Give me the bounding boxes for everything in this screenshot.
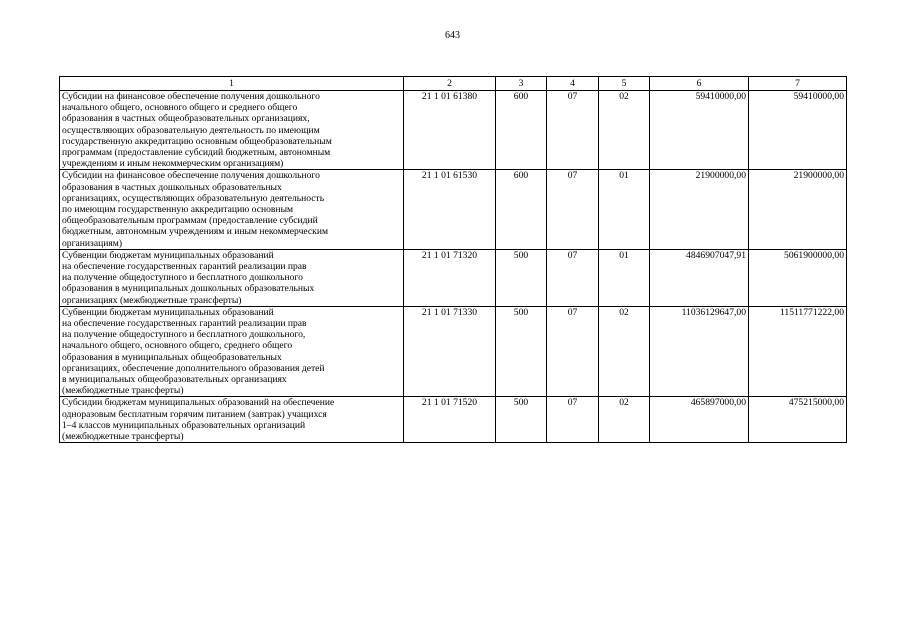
row-name-cell xyxy=(60,91,404,170)
row-code-cell: 21 1 01 71330 xyxy=(404,306,496,397)
row-name-line: организациях, осуществляющих образовательную деятельность xyxy=(62,192,325,204)
row-sum7-cell: 11511771222,00 xyxy=(749,306,847,397)
row-sum7-cell: 5061900000,00 xyxy=(749,249,847,306)
row-sum6-cell: 465897000,00 xyxy=(650,397,749,443)
row-rz-cell: 07 xyxy=(547,249,599,306)
row-sum7-cell: 475215000,00 xyxy=(749,397,847,443)
row-name-line: на получение общедоступного и бесплатного дошкольного xyxy=(62,272,303,284)
row-name-line: образования в частных дошкольных образовательных xyxy=(62,181,282,193)
row-name-line: Субвенции бюджетам муниципальных образований xyxy=(62,306,274,318)
row-vr-cell: 500 xyxy=(496,306,547,397)
row-code-cell: 21 1 01 71320 xyxy=(404,249,496,306)
row-name-cell xyxy=(60,306,404,397)
row-name-line: образования в частных общеобразовательных организациях, xyxy=(62,113,310,125)
row-name-line: на получение общедоступного и бесплатного дошкольного, xyxy=(62,329,306,341)
row-name-line: организациям) xyxy=(62,237,123,249)
row-name-line: учреждениям и иным некоммерческим организациям) xyxy=(62,158,284,170)
page-number: 643 xyxy=(445,30,460,41)
row-pr-cell: 02 xyxy=(599,306,650,397)
row-vr-cell: 500 xyxy=(496,397,547,443)
row-name-line: общеобразовательным программам (предоставление субсидий xyxy=(62,215,318,227)
row-name-line: образования в муниципальных дошкольных образовательных xyxy=(62,283,315,295)
row-pr-cell: 02 xyxy=(599,397,650,443)
row-rz-cell: 07 xyxy=(547,306,599,397)
header-col-7: 7 xyxy=(749,77,847,91)
row-sum6-cell: 21900000,00 xyxy=(650,170,749,249)
row-sum6-cell: 59410000,00 xyxy=(650,91,749,170)
row-sum6-cell: 11036129647,00 xyxy=(650,306,749,397)
row-sum7-cell: 59410000,00 xyxy=(749,91,847,170)
row-rz-cell: 07 xyxy=(547,170,599,249)
row-name-line: на обеспечение государственных гарантий реализации прав xyxy=(62,261,307,273)
row-vr-cell: 500 xyxy=(496,249,547,306)
row-rz-cell: 07 xyxy=(547,91,599,170)
header-row xyxy=(60,77,847,91)
row-name-line: бюджетным, автономным учреждениям и иным некоммерческим xyxy=(62,226,329,238)
header-col-5: 5 xyxy=(599,77,650,91)
header-col-2: 2 xyxy=(404,77,496,91)
row-name-line: по имеющим государственную аккредитацию основным xyxy=(62,204,294,216)
row-name-line: в муниципальных общеобразовательных организациях xyxy=(62,374,287,386)
header-col-3: 3 xyxy=(496,77,547,91)
row-name-cell xyxy=(60,170,404,249)
row-name-cell xyxy=(60,249,404,306)
row-sum6-cell: 4846907047,91 xyxy=(650,249,749,306)
table-row xyxy=(60,170,847,249)
table-row xyxy=(60,249,847,306)
budget-table xyxy=(59,76,847,443)
row-name-line: (межбюджетные трансферты) xyxy=(62,385,184,397)
row-name-line: одноразовым бесплатным горячим питанием (завтрак) учащихся xyxy=(62,408,327,420)
row-name-line: программам (предоставление субсидий бюджетным, автономным xyxy=(62,147,331,159)
row-vr-cell: 600 xyxy=(496,170,547,249)
header-col-6: 6 xyxy=(650,77,749,91)
row-pr-cell: 01 xyxy=(599,249,650,306)
row-sum7-cell: 21900000,00 xyxy=(749,170,847,249)
row-vr-cell: 600 xyxy=(496,91,547,170)
row-name-line: Субсидии бюджетам муниципальных образований на обеспечение xyxy=(62,397,335,409)
header-col-4: 4 xyxy=(547,77,599,91)
row-name-line: на обеспечение государственных гарантий реализации прав xyxy=(62,318,307,330)
row-name-line: начального общего, основного общего и среднего общего xyxy=(62,102,298,114)
row-name-line: государственную аккредитацию основным общеобразовательным xyxy=(62,135,332,147)
header-col-1: 1 xyxy=(60,77,404,91)
row-name-line: Субсидии на финансовое обеспечение получения дошкольного xyxy=(62,170,320,182)
row-rz-cell: 07 xyxy=(547,397,599,443)
row-name-line: начального общего, основного общего, среднего общего xyxy=(62,340,293,352)
table-row xyxy=(60,91,847,170)
row-name-cell xyxy=(60,397,404,443)
table-row xyxy=(60,397,847,443)
row-pr-cell: 02 xyxy=(599,91,650,170)
row-name-line: 1–4 классов муниципальных образовательных организаций xyxy=(62,419,306,431)
row-name-line: Субвенции бюджетам муниципальных образований xyxy=(62,249,274,261)
row-name-line: организациях (межбюджетные трансферты) xyxy=(62,294,242,306)
table-row xyxy=(60,306,847,397)
row-name-line: осуществляющих образовательную деятельность по имеющим xyxy=(62,124,320,136)
row-name-line: Субсидии на финансовое обеспечение получения дошкольного xyxy=(62,91,320,102)
row-code-cell: 21 1 01 71520 xyxy=(404,397,496,443)
row-code-cell: 21 1 01 61380 xyxy=(404,91,496,170)
row-code-cell: 21 1 01 61530 xyxy=(404,170,496,249)
row-name-line: образования в муниципальных общеобразовательных xyxy=(62,351,282,363)
row-name-line: организациях, обеспечение дополнительного образования детей xyxy=(62,362,325,374)
row-pr-cell: 01 xyxy=(599,170,650,249)
row-name-line: (межбюджетные трансферты) xyxy=(62,431,184,443)
